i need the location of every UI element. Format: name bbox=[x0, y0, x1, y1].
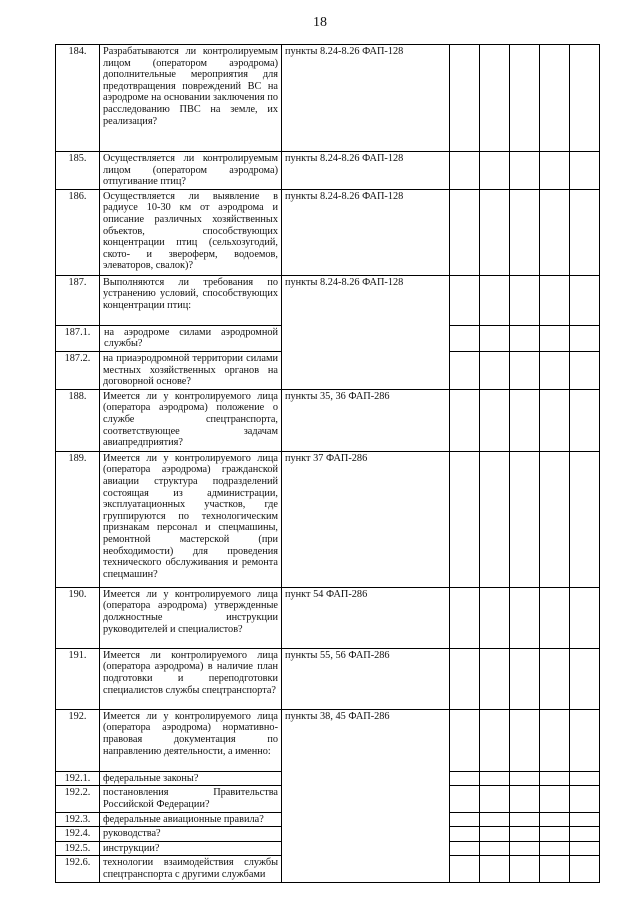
answer-cell bbox=[540, 189, 570, 275]
answer-cell bbox=[570, 451, 600, 587]
question-text: на аэродроме силами аэродромной службы? bbox=[100, 325, 282, 351]
item-number: 192.5. bbox=[56, 841, 100, 856]
answer-cell bbox=[480, 351, 510, 389]
answer-cell bbox=[540, 841, 570, 856]
legal-reference: пункты 38, 45 ФАП-286 bbox=[282, 709, 450, 882]
answer-cell bbox=[570, 648, 600, 709]
answer-cell bbox=[450, 275, 480, 325]
item-number: 192.6. bbox=[56, 856, 100, 882]
item-number: 192.4. bbox=[56, 827, 100, 842]
answer-cell bbox=[480, 389, 510, 451]
legal-reference: пункт 54 ФАП-286 bbox=[282, 587, 450, 648]
answer-cell bbox=[570, 856, 600, 882]
table-row bbox=[56, 648, 600, 709]
answer-cell bbox=[450, 451, 480, 587]
question-text: на приаэродромной территории силами местных хозяйственных органов на договорной основе? bbox=[100, 351, 282, 389]
legal-reference: пункты 8.24-8.26 ФАП-128 bbox=[282, 275, 450, 389]
answer-cell bbox=[480, 325, 510, 351]
answer-cell bbox=[540, 709, 570, 771]
question-text: Имеется ли у контролируемого лица (оператора аэродрома) утвержденные должностные инструкции руководителей и специалистов? bbox=[100, 587, 282, 648]
answer-cell bbox=[570, 275, 600, 325]
table-row bbox=[56, 45, 600, 152]
answer-cell bbox=[540, 275, 570, 325]
table-row bbox=[56, 587, 600, 648]
item-number: 192.3. bbox=[56, 812, 100, 827]
item-number: 192.1. bbox=[56, 771, 100, 786]
answer-cell bbox=[510, 841, 540, 856]
legal-reference: пункты 8.24-8.26 ФАП-128 bbox=[282, 152, 450, 190]
answer-cell bbox=[480, 648, 510, 709]
question-text: Имеется ли контролируемого лица (оператора аэродрома) в наличие план подготовки и переподготовки специалистов службы спецтранспорта? bbox=[100, 648, 282, 709]
item-number: 191. bbox=[56, 648, 100, 709]
legal-reference: пункты 8.24-8.26 ФАП-128 bbox=[282, 189, 450, 275]
answer-cell bbox=[540, 351, 570, 389]
question-text: технологии взаимодействия службы спецтранспорта с другими службами bbox=[100, 856, 282, 882]
question-text: постановления Правительства Российской Федерации? bbox=[100, 786, 282, 812]
answer-cell bbox=[570, 786, 600, 812]
answer-cell bbox=[510, 812, 540, 827]
answer-cell bbox=[510, 351, 540, 389]
question-text: руководства? bbox=[100, 827, 282, 842]
answer-cell bbox=[450, 189, 480, 275]
answer-cell bbox=[510, 451, 540, 587]
item-number: 187. bbox=[56, 275, 100, 325]
question-text: Осуществляется ли контролируемым лицом (оператором аэродрома) отпугивание птиц? bbox=[100, 152, 282, 190]
answer-cell bbox=[510, 648, 540, 709]
answer-cell bbox=[540, 152, 570, 190]
page-number: 18 bbox=[313, 15, 327, 30]
answer-cell bbox=[510, 152, 540, 190]
answer-cell bbox=[540, 587, 570, 648]
answer-cell bbox=[570, 189, 600, 275]
answer-cell bbox=[480, 812, 510, 827]
table-row bbox=[56, 152, 600, 190]
answer-cell bbox=[480, 45, 510, 152]
question-text: Имеется ли у контролируемого лица (оператора аэродрома) гражданской авиации структура подразделений состоящая из администрации, эксплуатационных участков, где группируются по технологическим признакам персонал и спецмашины, ремонтной мастерской (при необходимости) для проведения технического обслуживания и ремонта спецмашин? bbox=[100, 451, 282, 587]
answer-cell bbox=[450, 325, 480, 351]
answer-cell bbox=[540, 325, 570, 351]
answer-cell bbox=[510, 827, 540, 842]
answer-cell bbox=[570, 812, 600, 827]
answer-cell bbox=[510, 325, 540, 351]
table-row bbox=[56, 451, 600, 587]
item-number: 187.2. bbox=[56, 351, 100, 389]
answer-cell bbox=[510, 587, 540, 648]
checklist-table bbox=[55, 44, 600, 883]
answer-cell bbox=[450, 786, 480, 812]
answer-cell bbox=[540, 812, 570, 827]
answer-cell bbox=[540, 771, 570, 786]
answer-cell bbox=[540, 451, 570, 587]
answer-cell bbox=[480, 587, 510, 648]
answer-cell bbox=[480, 709, 510, 771]
table-row bbox=[56, 275, 600, 325]
answer-cell bbox=[450, 152, 480, 190]
answer-cell bbox=[570, 771, 600, 786]
answer-cell bbox=[480, 771, 510, 786]
answer-cell bbox=[540, 45, 570, 152]
answer-cell bbox=[480, 786, 510, 812]
answer-cell bbox=[540, 786, 570, 812]
table-row bbox=[56, 709, 600, 771]
question-text: Разрабатываются ли контролируемым лицом (оператором аэродрома) дополнительные мероприятия для предотвращения повреждений ВС на аэродроме на основании заключения по расследованию ПВС на земле, их реализация? bbox=[100, 45, 282, 152]
answer-cell bbox=[450, 648, 480, 709]
answer-cell bbox=[570, 45, 600, 152]
answer-cell bbox=[510, 786, 540, 812]
question-text: федеральные авиационные правила? bbox=[100, 812, 282, 827]
answer-cell bbox=[510, 856, 540, 882]
answer-cell bbox=[450, 841, 480, 856]
answer-cell bbox=[540, 389, 570, 451]
answer-cell bbox=[450, 389, 480, 451]
question-text: инструкции? bbox=[100, 841, 282, 856]
answer-cell bbox=[450, 351, 480, 389]
question-text: федеральные законы? bbox=[100, 771, 282, 786]
item-number: 185. bbox=[56, 152, 100, 190]
answer-cell bbox=[570, 587, 600, 648]
answer-cell bbox=[510, 771, 540, 786]
answer-cell bbox=[540, 856, 570, 882]
item-number: 189. bbox=[56, 451, 100, 587]
answer-cell bbox=[450, 812, 480, 827]
answer-cell bbox=[540, 648, 570, 709]
legal-reference: пункты 35, 36 ФАП-286 bbox=[282, 389, 450, 451]
answer-cell bbox=[570, 389, 600, 451]
answer-cell bbox=[570, 709, 600, 771]
answer-cell bbox=[510, 275, 540, 325]
table-row bbox=[56, 389, 600, 451]
answer-cell bbox=[570, 841, 600, 856]
answer-cell bbox=[510, 45, 540, 152]
question-text: Имеется ли у контролируемого лица (оператора аэродрома) положение о службе спецтранспорта, соответствующее задачам авиапредприятия? bbox=[100, 389, 282, 451]
question-text: Выполняются ли требования по устранению условий, способствующих концентрации птиц: bbox=[100, 275, 282, 325]
table-row bbox=[56, 189, 600, 275]
item-number: 187.1. bbox=[56, 325, 100, 351]
question-text: Осуществляется ли выявление в радиусе 10-30 км от аэродрома и описание различных хозяйственных объектов, способствующих концентрации птиц (сельхозугодий, ското- и звероферм, водоемов, элеваторов, свалок)? bbox=[100, 189, 282, 275]
answer-cell bbox=[510, 709, 540, 771]
answer-cell bbox=[480, 856, 510, 882]
answer-cell bbox=[570, 351, 600, 389]
answer-cell bbox=[480, 841, 510, 856]
item-number: 188. bbox=[56, 389, 100, 451]
legal-reference: пункт 37 ФАП-286 bbox=[282, 451, 450, 587]
answer-cell bbox=[570, 325, 600, 351]
answer-cell bbox=[510, 389, 540, 451]
answer-cell bbox=[480, 451, 510, 587]
item-number: 184. bbox=[56, 45, 100, 152]
answer-cell bbox=[450, 709, 480, 771]
answer-cell bbox=[450, 856, 480, 882]
answer-cell bbox=[480, 275, 510, 325]
answer-cell bbox=[570, 827, 600, 842]
answer-cell bbox=[450, 827, 480, 842]
item-number: 190. bbox=[56, 587, 100, 648]
legal-reference: пункты 55, 56 ФАП-286 bbox=[282, 648, 450, 709]
question-text: Имеется ли у контролируемого лица (оператора аэродрома) нормативно-правовая документация по направлению деятельности, а именно: bbox=[100, 709, 282, 771]
answer-cell bbox=[510, 189, 540, 275]
answer-cell bbox=[540, 827, 570, 842]
answer-cell bbox=[480, 152, 510, 190]
answer-cell bbox=[450, 45, 480, 152]
answer-cell bbox=[450, 587, 480, 648]
item-number: 192. bbox=[56, 709, 100, 771]
item-number: 186. bbox=[56, 189, 100, 275]
answer-cell bbox=[570, 152, 600, 190]
answer-cell bbox=[450, 771, 480, 786]
legal-reference: пункты 8.24-8.26 ФАП-128 bbox=[282, 45, 450, 152]
answer-cell bbox=[480, 827, 510, 842]
item-number: 192.2. bbox=[56, 786, 100, 812]
answer-cell bbox=[480, 189, 510, 275]
